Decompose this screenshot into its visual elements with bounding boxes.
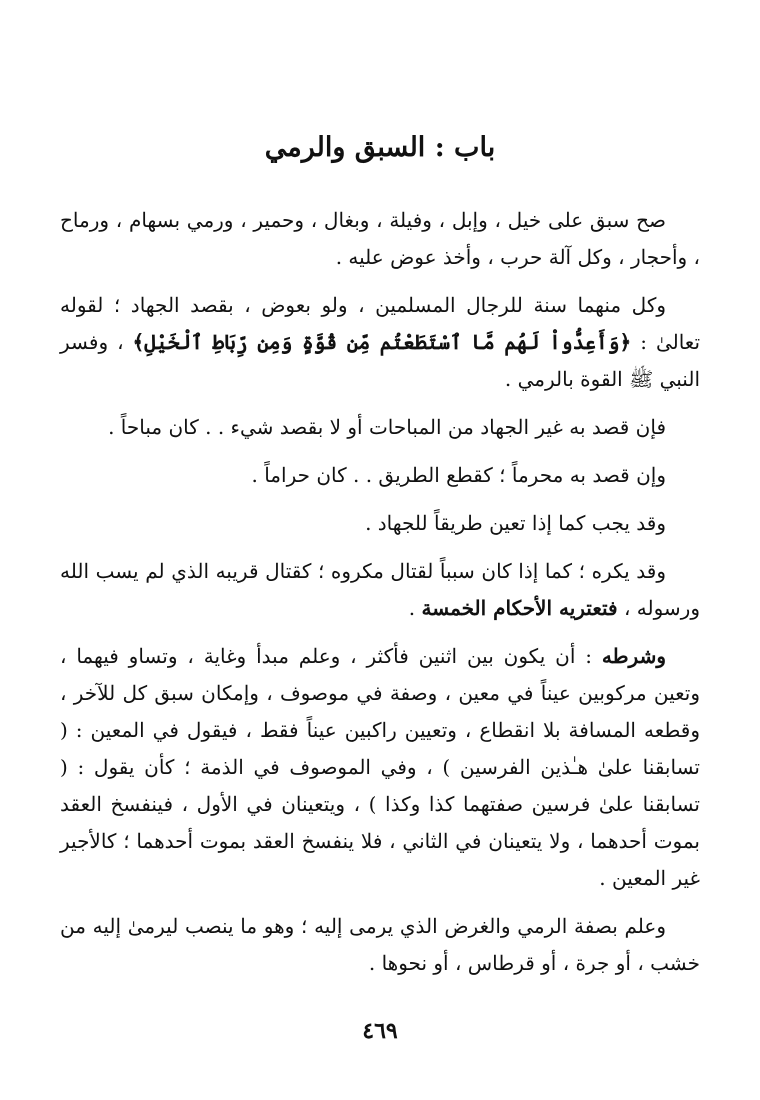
chapter-title: باب : السبق والرمي xyxy=(264,132,496,163)
book-page xyxy=(60,0,700,1100)
paragraph-2 xyxy=(60,287,700,398)
paragraph-8: وعلم بصفة الرمي والغرض الذي يرمى إليه ؛ وهو ما ينصب ليرمىٰ إليه من خشب ، أو جرة ، أو قرطاس ، أو نحوها . xyxy=(60,914,700,975)
paragraph-2-end: ، وفسر النبي ﷺ القوة بالرمي . xyxy=(60,330,700,391)
paragraph-6-end: . xyxy=(408,596,422,620)
page-number: ٤٦٩ xyxy=(362,1018,398,1044)
body-text xyxy=(60,202,700,993)
paragraph-7 xyxy=(60,638,700,897)
paragraph-2-start: وكل منهما سنة للرجال المسلمين ، ولو بعوض ، بقصد الجهاد ؛ لقوله تعالىٰ : xyxy=(60,293,701,354)
paragraph-7-heading: وشرطه xyxy=(601,644,666,668)
paragraph-7-text: : أن يكون بين اثنين فأكثر ، وعلم مبدأ وغاية ، وتساو فيهما ، وتعين مركوبين عيناً في معين ، وصفة في موصوف ، وإمكان سبق كل للآخر ، وقطعه المسافة بلا انقطاع ، وتعيين راكبين عيناً فقط ، فيقول في المعين : ( تسابقنا علىٰ هـٰذين الفرسين ) ، وفي الموصوف في الذمة ؛ كأن يقول : ( تسابقنا علىٰ فرسين صفتهما كذا وكذا ) ، ويتعينان في الأول ، فينفسخ العقد بموت أحدهما ، ولا يتعينان في الثاني ، فلا ينفسخ العقد بموت أحدهما ؛ كالأجير غير المعين . xyxy=(60,644,700,890)
paragraph-5: وقد يجب كما إذا تعين طريقاً للجهاد . xyxy=(365,511,666,535)
paragraph-1: صح سبق على خيل ، وإبل ، وفيلة ، وبغال ، وحمير ، ورمي بسهام ، ورماح ، وأحجار ، وكل آلة حرب ، وأخذ عوض عليه . xyxy=(60,208,700,269)
paragraph-6 xyxy=(60,553,700,627)
paragraph-4: وإن قصد به محرماً ؛ كقطع الطريق . . كان حراماً . xyxy=(251,463,666,487)
paragraph-6-bold: فتعتريه الأحكام الخمسة xyxy=(421,596,618,620)
paragraph-6-start: وقد يكره ؛ كما إذا كان سبباً لقتال مكروه ؛ كقتال قريبه الذي لم يسب الله ورسوله ، xyxy=(60,559,700,620)
quran-verse: ﴿وَأَعِدُّواْ لَهُم مَّا ٱسْتَطَعْتُم مِّن قُوَّةٍ وَمِن رِّبَاطِ ٱلْخَيْلِ﴾ xyxy=(132,330,632,354)
paragraph-3: فإن قصد به غير الجهاد من المباحات أو لا بقصد شيء . . كان مباحاً . xyxy=(108,415,666,439)
